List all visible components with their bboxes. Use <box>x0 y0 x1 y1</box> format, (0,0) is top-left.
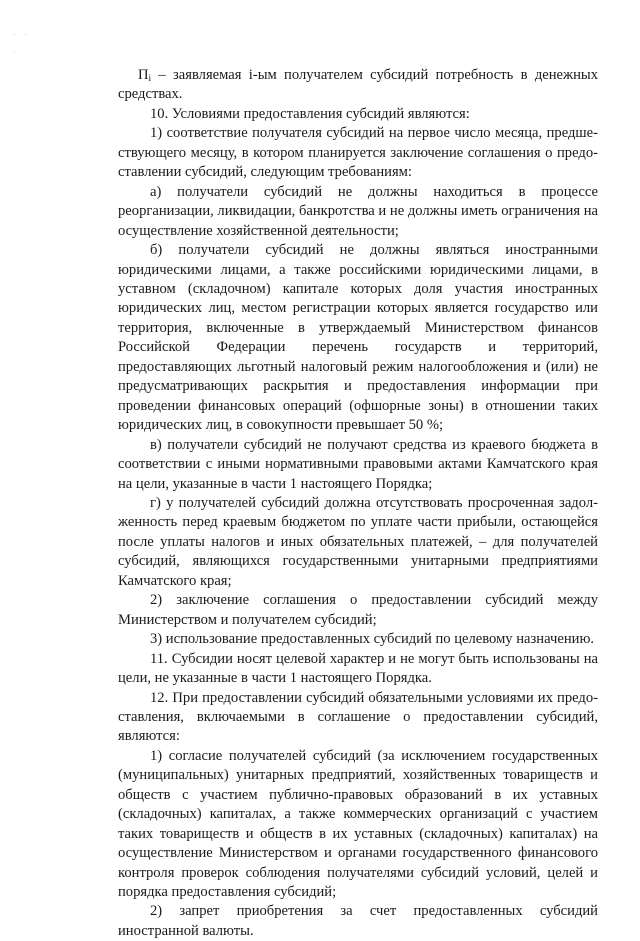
pi-subscript: i <box>148 73 152 83</box>
paragraph-10-1: 1) соответствие получателя субсидий на первое число месяца, предшествующего месяцу, в котором планируется заключение соглашения о предоставлении субсидий, следующим требованиям: <box>118 125 598 181</box>
pi-definition-text: – заявляемая i-ым получателем субсидий потребность в денежных средствах. <box>118 67 598 103</box>
pi-symbol: П <box>138 67 149 83</box>
paragraph-12: 12. При предоставлении субсидий обязательными условиями их предоставления, включаемыми в соглашение о предоставлении субсидий, являются: <box>118 689 598 745</box>
paragraph-10: 10. Условиями предоставления субсидий являются: <box>150 105 470 122</box>
paragraph-10-1-a: а) получатели субсидий не должны находиться в процессе реорганизации, ликвидации, банкротства и не должны иметь ограничения на осуществление хозяйственной деятельности; <box>118 183 598 239</box>
document-body <box>118 66 598 941</box>
paragraph-10-1-v: в) получатели субсидий не получают средства из краевого бюджета в соответствии с иными нормативными правовыми актами Камчатского края на цели, указанные в части 1 настоящего Порядка; <box>118 436 598 492</box>
paragraph-pi-definition <box>118 66 598 105</box>
scan-artifact <box>14 22 44 26</box>
paragraph-10-1-b: б) получатели субсидий не должны являться иностранными юридическими лицами, а также российскими юридическими лицами, в уставном (складочном) капитале которых доля участия иностранных юридических лиц, местом регистрации которых является государство или территория, включенные в утверждаемый Министерством финансов Российской Федерации перечень государств и территорий, предоставляющих льготный налоговый режим налогообложения и (или) не предусматривающих раскрытия и предоставления информации при проведении финансовых операций (офшорные зоны) в отношении таких юридических лиц, в совокупности превышает 50 %; <box>118 242 598 434</box>
paragraph-11: 11. Субсидии носят целевой характер и не могут быть использованы на цели, не указанные в части 1 настоящего Порядка. <box>118 650 598 687</box>
paragraph-10-1-g: г) у получателей субсидий должна отсутствовать просроченная задолженность перед краевым бюджетом по уплате части прибыли, остающейся после уплаты налогов и иных обязательных платежей, – для получателей субсидий, являющихся государственными унитарными предприятиями Камчатского края; <box>118 494 598 589</box>
paragraph-10-2: 2) заключение соглашения о предоставлении субсидий между Министерством и получателем субсидий; <box>118 592 598 628</box>
paragraph-10-3: 3) использование предоставленных субсидий по целевому назначению. <box>150 631 594 648</box>
paragraph-12-2: 2) запрет приобретения за счет предоставленных субсидий иностранной валюты. <box>118 903 598 939</box>
paragraph-12-1: 1) согласие получателей субсидий (за исключением государственных (муниципальных) унитарных предприятий, хозяйственных товариществ и обществ с участием публично-правовых образований в их уставных (складочных) капиталах, а также коммерческих организаций с участием таких товариществ и обществ в их уставных (складочных) капиталах) на осуществление Министерством и органами государственного финансового контроля проверок соблюдения получателями субсидий условий, целей и порядка предоставления субсидий; <box>118 747 598 901</box>
